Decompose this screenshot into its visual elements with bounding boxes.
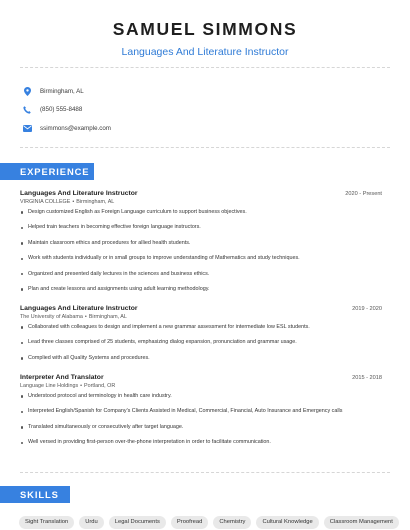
- job-org-line: The University of Alabama • Birmingham, AL: [20, 314, 127, 320]
- job-bullet: Translated simultaneously or consecutively after target language.: [20, 424, 382, 431]
- contact-location-text: Birmingham, AL: [40, 87, 84, 95]
- skills-heading: SKILLS: [0, 486, 70, 503]
- experience-divider: [20, 472, 390, 473]
- job-bullet: Understood protocol and terminology in health care industry.: [20, 393, 382, 400]
- job-location: Birmingham, AL: [88, 314, 127, 320]
- experience-heading: EXPERIENCE: [0, 163, 94, 180]
- job-title: Interpreter And Translator: [20, 374, 104, 381]
- phone-icon: [22, 105, 32, 115]
- job-entry-1: [20, 190, 382, 293]
- job-bullet: Maintain classroom ethics and procedures for allied health students.: [20, 240, 382, 247]
- job-bullets: [20, 324, 382, 362]
- contact-email-text: ssimmons@example.com: [40, 124, 111, 132]
- skill-chip: Urdu: [79, 516, 104, 529]
- contact-phone-text: (850) 555-8488: [40, 106, 83, 114]
- contact-phone: [22, 101, 392, 120]
- job-bullet: Work with students individually or in small groups to improve understanding of Mathematics and study techniques.: [20, 255, 382, 262]
- job-location: Birmingham, AL: [76, 199, 115, 205]
- job-company: Language Line Holdings: [20, 383, 79, 389]
- skill-chip: Sight Translation: [19, 516, 74, 529]
- job-company: The University of Alabama: [20, 314, 83, 320]
- contact-list: [22, 82, 392, 138]
- job-title: Languages And Literature Instructor: [20, 305, 138, 312]
- job-bullet: Interpreted English/Spanish for Company's Clients Assisted in Medical, Commercial, Financial, Auto Insurance and Emergency calls: [20, 408, 382, 415]
- job-bullet: Collaborated with colleagues to design and implement a new grammar assessment for intermediate low ESL students.: [20, 324, 382, 331]
- job-bullets: [20, 209, 382, 293]
- contact-email: [22, 119, 392, 138]
- job-bullet: Plan and create lessons and assignments using adult learning methodology.: [20, 286, 382, 293]
- job-dates: 2015 - 2018: [352, 375, 382, 381]
- job-bullet: Complied with all Quality Systems and procedures.: [20, 355, 382, 362]
- skill-chip: Legal Documents: [109, 516, 166, 529]
- job-dates: 2020 - Present: [345, 191, 382, 197]
- skill-chip: Cultural Knowledge: [256, 516, 318, 529]
- skills-list: [19, 516, 399, 529]
- contact-location: [22, 82, 392, 101]
- job-entry-2: [20, 305, 382, 362]
- map-pin-icon: [22, 86, 32, 96]
- skill-chip: Classroom Management: [324, 516, 399, 529]
- candidate-role: Languages And Literature Instructor: [121, 46, 289, 58]
- resume-header: [0, 0, 410, 59]
- job-bullet: Design customized English as Foreign Language curriculum to support business objectives.: [20, 209, 382, 216]
- job-bullets: [20, 393, 382, 446]
- envelope-icon: [22, 123, 32, 133]
- job-bullet: Lead three classes comprised of 25 students, emphasizing dialog expansion, pronunciation and grammar usage.: [20, 339, 382, 346]
- skill-chip: Proofread: [171, 516, 208, 529]
- job-title: Languages And Literature Instructor: [20, 190, 138, 197]
- job-org-line: VIRGINIA COLLEGE • Birmingham, AL: [20, 199, 115, 205]
- header-divider: [20, 67, 390, 68]
- contacts-divider: [20, 147, 390, 148]
- job-entry-3: [20, 374, 382, 446]
- candidate-name: SAMUEL SIMMONS: [112, 19, 298, 39]
- job-dates: 2019 - 2020: [352, 306, 382, 312]
- skill-chip: Chemistry: [213, 516, 251, 529]
- job-bullet: Well versed in providing first-person over-the-phone interpretation in order to facilitate communication.: [20, 439, 382, 446]
- job-bullet: Helped train teachers in becoming effective foreign language instructors.: [20, 224, 382, 231]
- job-location: Portland, OR: [84, 383, 116, 389]
- job-company: VIRGINIA COLLEGE: [20, 199, 71, 205]
- job-bullet: Organized and presented daily lectures in the sciences and business ethics.: [20, 271, 382, 278]
- job-org-line: Language Line Holdings • Portland, OR: [20, 383, 116, 389]
